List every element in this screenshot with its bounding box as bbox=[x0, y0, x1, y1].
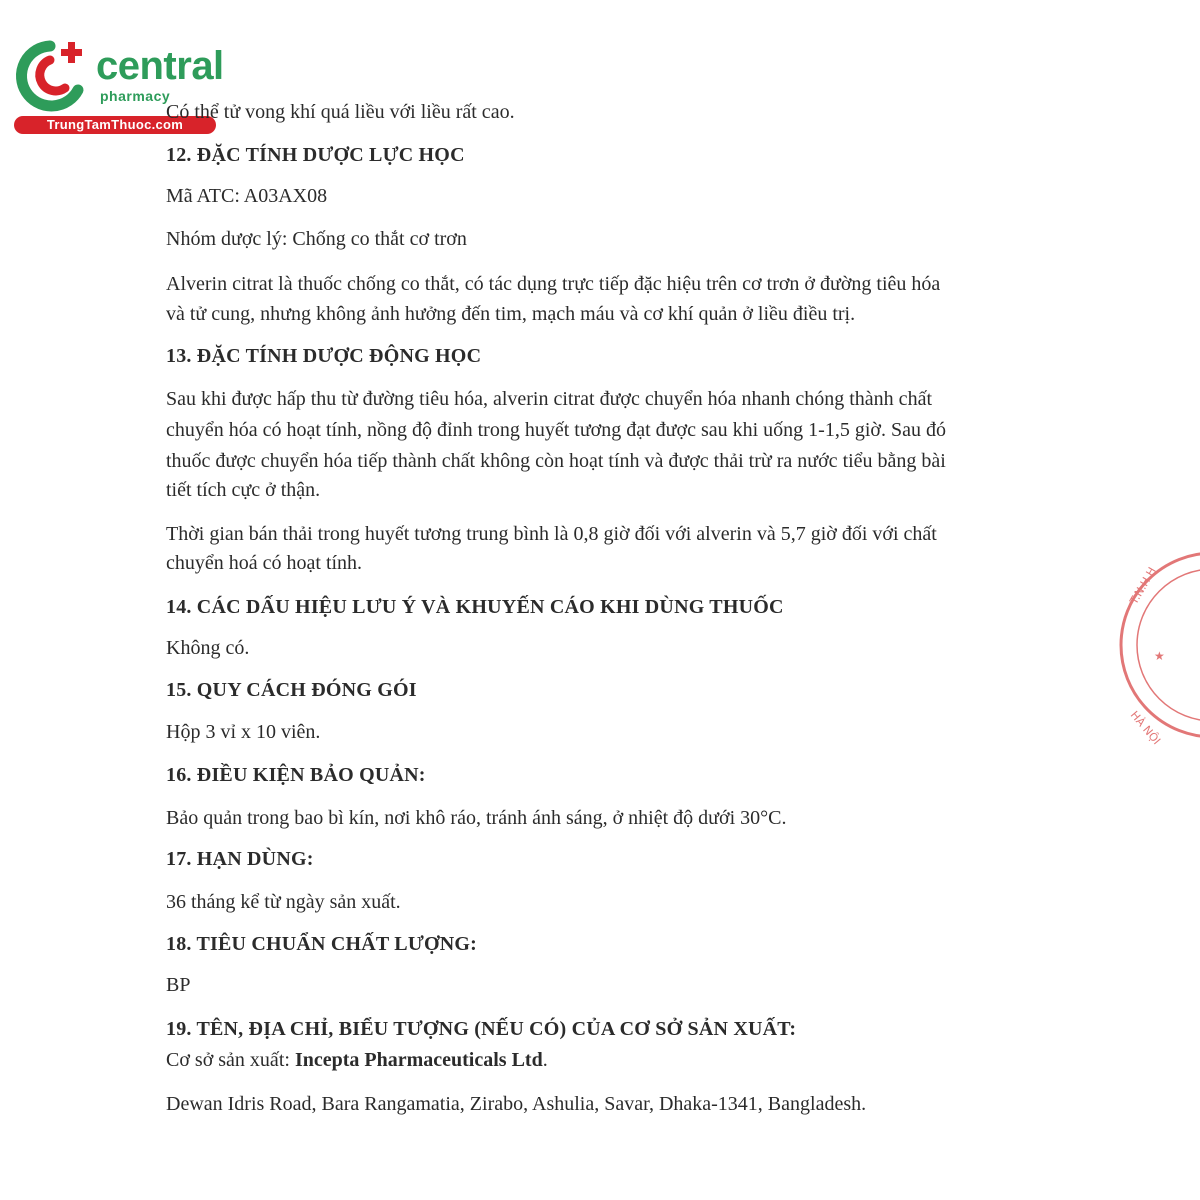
manufacturer-period: . bbox=[542, 1049, 548, 1071]
manufacturer-name: Incepta Pharmaceuticals Ltd bbox=[294, 1049, 543, 1071]
heading-17: 17. HẠN DÙNG: bbox=[166, 848, 314, 870]
pharmacokinetics-text-1: Sau khi được hấp thu từ đường tiêu hóa, alverin citrat được chuyển hóa nhanh chóng thành chất bbox=[166, 388, 932, 410]
svg-text:★: ★ bbox=[1154, 649, 1165, 663]
packaging-text: Hộp 3 vỉ x 10 viên. bbox=[166, 721, 321, 743]
atc-code: Mã ATC: A03AX08 bbox=[166, 185, 328, 207]
company-stamp bbox=[1108, 545, 1200, 755]
svg-text:HÀ NỘI: HÀ NỘI bbox=[1127, 708, 1164, 748]
heading-13: 13. ĐẶC TÍNH DƯỢC ĐỘNG HỌC bbox=[166, 345, 482, 367]
pharmacodynamics-text-2: và tử cung, nhưng không ảnh hưởng đến tim, mạch máu và cơ khí quản ở liều điều trị. bbox=[166, 303, 856, 325]
half-life-text-1: Thời gian bán thải trong huyết tương trung bình là 0,8 giờ đối với alverin và 5,7 giờ đối với chất bbox=[166, 523, 937, 545]
manufacturer-address: Dewan Idris Road, Bara Rangamatia, Zirabo, Ashulia, Savar, Dhaka-1341, Bangladesh. bbox=[166, 1093, 867, 1115]
storage-text: Bảo quản trong bao bì kín, nơi khô ráo, tránh ánh sáng, ở nhiệt độ dưới 30°C. bbox=[166, 807, 787, 829]
pharmacodynamics-text-1: Alverin citrat là thuốc chống co thắt, có tác dụng trực tiếp đặc hiệu trên cơ trơn ở đường tiêu hóa bbox=[166, 273, 941, 295]
heading-12: 12. ĐẶC TÍNH DƯỢC LỰC HỌC bbox=[166, 144, 465, 166]
pharmacokinetics-text-2: chuyển hóa có hoạt tính, nồng độ đỉnh trong huyết tương đạt được sau khi uống 1-1,5 giờ. Sau đó bbox=[166, 419, 946, 441]
shelf-life-text: 36 tháng kể từ ngày sản xuất. bbox=[166, 891, 401, 913]
pharmacologic-group: Nhóm dược lý: Chống co thắt cơ trơn bbox=[166, 228, 467, 250]
heading-19: 19. TÊN, ĐỊA CHỈ, BIỂU TƯỢNG (NẾU CÓ) CỦA CƠ SỞ SẢN XUẤT: bbox=[166, 1018, 797, 1040]
heading-18: 18. TIÊU CHUẨN CHẤT LƯỢNG: bbox=[166, 933, 477, 955]
pharmacokinetics-text-4: tiết tích cực ở thận. bbox=[166, 479, 321, 501]
logo-banner: TrungTamThuoc.com bbox=[14, 116, 216, 134]
manufacturer-line bbox=[166, 1048, 548, 1072]
logo-sub-text: pharmacy bbox=[100, 88, 171, 104]
svg-text:T.N.H.H: T.N.H.H bbox=[1127, 564, 1159, 607]
pharmacokinetics-text-3: thuốc được chuyển hóa tiếp thành chất không còn hoạt tính và được thải trừ ra nước tiểu bằng bài bbox=[166, 450, 946, 472]
manufacturer-label: Cơ sở sản xuất: bbox=[166, 1049, 295, 1071]
logo-brand-text: central bbox=[96, 44, 224, 88]
heading-16: 16. ĐIỀU KIỆN BẢO QUẢN: bbox=[166, 764, 426, 786]
heading-14: 14. CÁC DẤU HIỆU LƯU Ý VÀ KHUYẾN CÁO KHI DÙNG THUỐC bbox=[166, 596, 784, 618]
overdose-note: Có thể tử vong khí quá liều với liều rất cao. bbox=[166, 101, 515, 123]
warnings-text: Không có. bbox=[166, 637, 250, 659]
heading-15: 15. QUY CÁCH ĐÓNG GÓI bbox=[166, 679, 417, 701]
half-life-text-2: chuyển hoá có hoạt tính. bbox=[166, 552, 363, 574]
quality-standard-text: BP bbox=[166, 974, 191, 996]
